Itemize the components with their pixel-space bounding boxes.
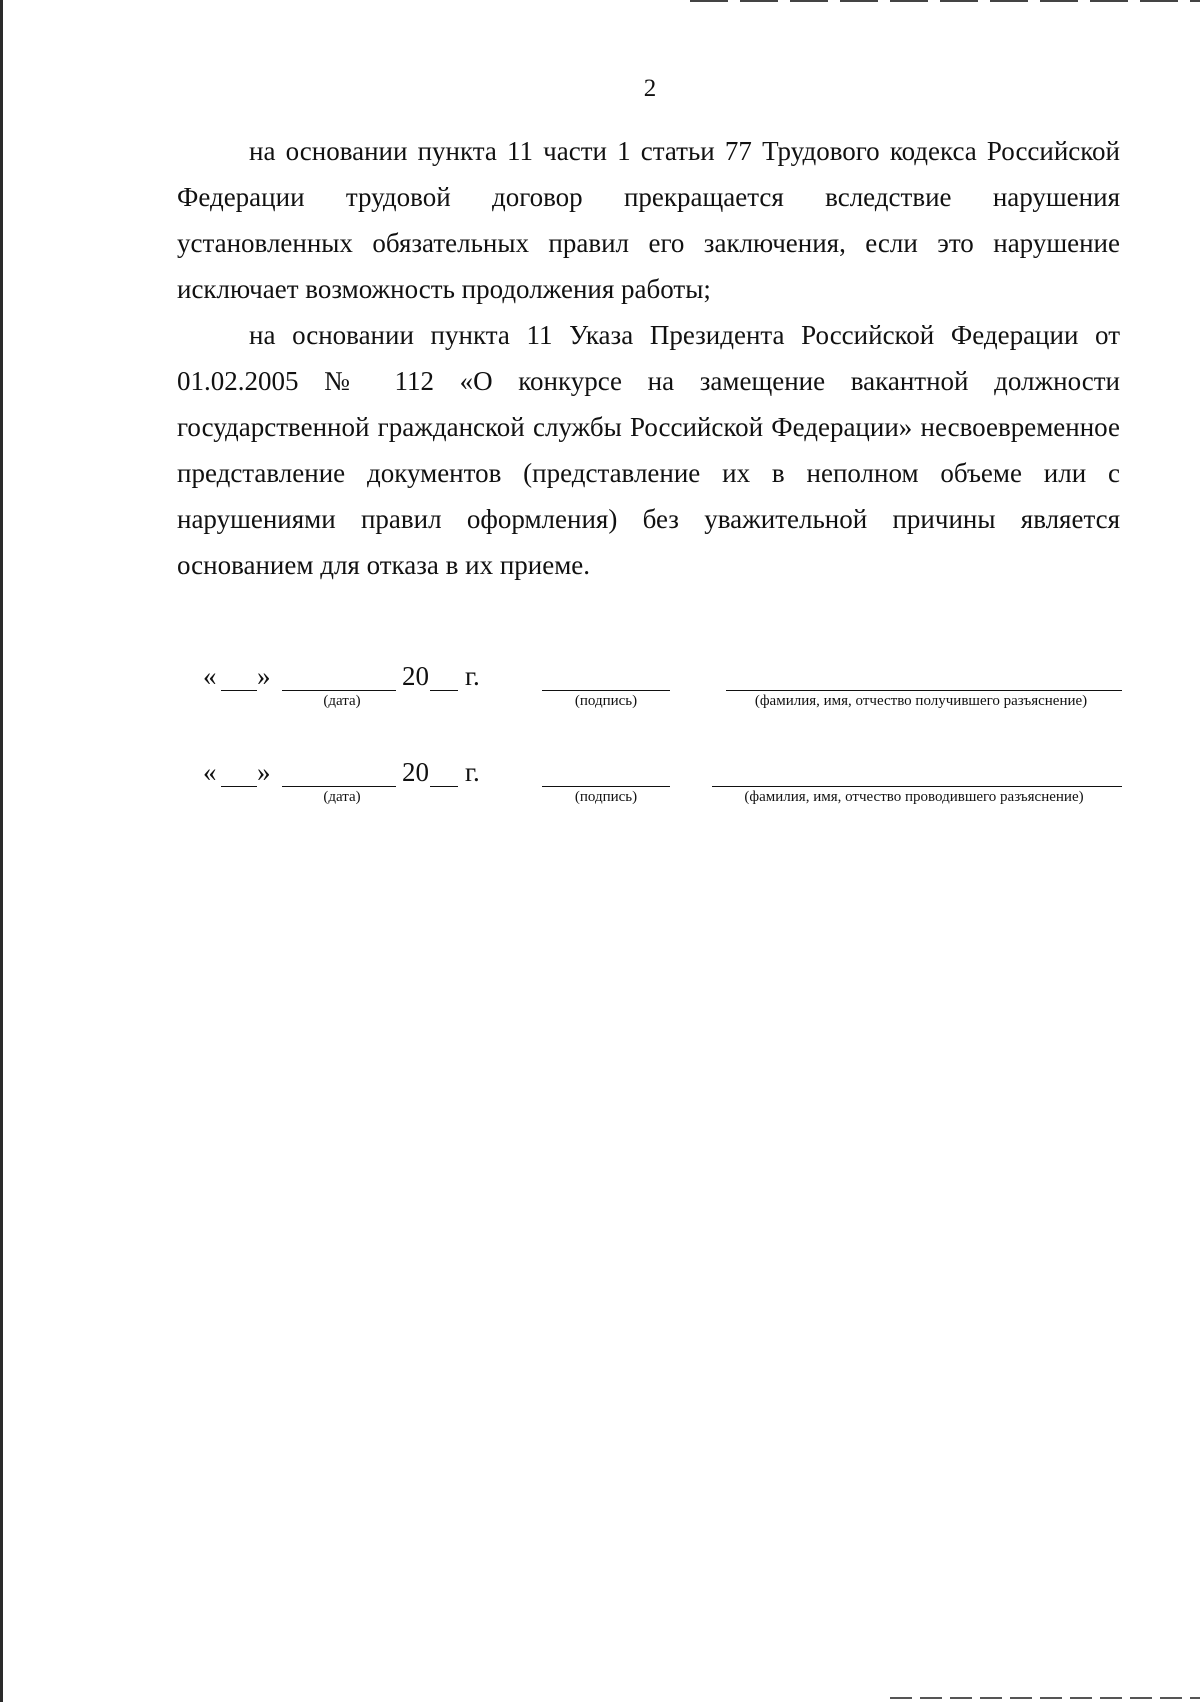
document-body bbox=[177, 128, 1120, 588]
paragraph-labor-code: на основании пункта 11 части 1 статьи 77 Трудового кодекса Российской Федерации трудовой договор прекращается вследствие нарушения установленных обязательных правил его заключения, если это нарушение исключает возможность продолжения работы; bbox=[177, 136, 1120, 304]
scan-edge-left bbox=[0, 0, 3, 1702]
scan-edge-bottom bbox=[890, 1697, 1200, 1699]
day-blank-line bbox=[221, 690, 257, 691]
month-blank-line bbox=[282, 690, 396, 691]
full-name-caption: (фамилия, имя, отчество получившего разъяснение) bbox=[754, 693, 1088, 709]
full-name-line bbox=[712, 786, 1122, 787]
date-quote-close: » bbox=[257, 661, 271, 691]
month-blank-line bbox=[282, 786, 396, 787]
signature-line bbox=[542, 786, 670, 787]
year-prefix: 20 bbox=[402, 661, 429, 691]
year-suffix: г. bbox=[465, 661, 480, 691]
page-number: 2 bbox=[643, 75, 657, 102]
day-blank-line bbox=[221, 786, 257, 787]
date-quote-open: « bbox=[203, 661, 217, 691]
signature-caption: (подпись) bbox=[574, 693, 638, 709]
year-prefix: 20 bbox=[402, 757, 429, 787]
date-quote-close: » bbox=[257, 757, 271, 787]
paragraph-presidential-decree: на основании пункта 11 Указа Президента Российской Федерации от 01.02.2005 № 112 «О конкурсе на замещение вакантной должности государственной гражданской службы Российской Федерации» несвоевременное представление документов (представление их в неполном объеме или с нарушениями правил оформления) без уважительной причины является основанием для отказа в их приеме. bbox=[177, 320, 1120, 580]
full-name-caption: (фамилия, имя, отчество проводившего разъяснение) bbox=[744, 789, 1084, 805]
scan-edge-top bbox=[690, 0, 1200, 2]
date-quote-open: « bbox=[203, 757, 217, 787]
year-blank-line bbox=[430, 786, 458, 787]
signature-line bbox=[542, 690, 670, 691]
signature-block-recipient bbox=[0, 660, 1200, 720]
year-blank-line bbox=[430, 690, 458, 691]
date-caption: (дата) bbox=[323, 693, 361, 709]
signature-block-explainer bbox=[0, 756, 1200, 816]
year-suffix: г. bbox=[465, 757, 480, 787]
signature-caption: (подпись) bbox=[574, 789, 638, 805]
date-caption: (дата) bbox=[323, 789, 361, 805]
full-name-line bbox=[726, 690, 1122, 691]
